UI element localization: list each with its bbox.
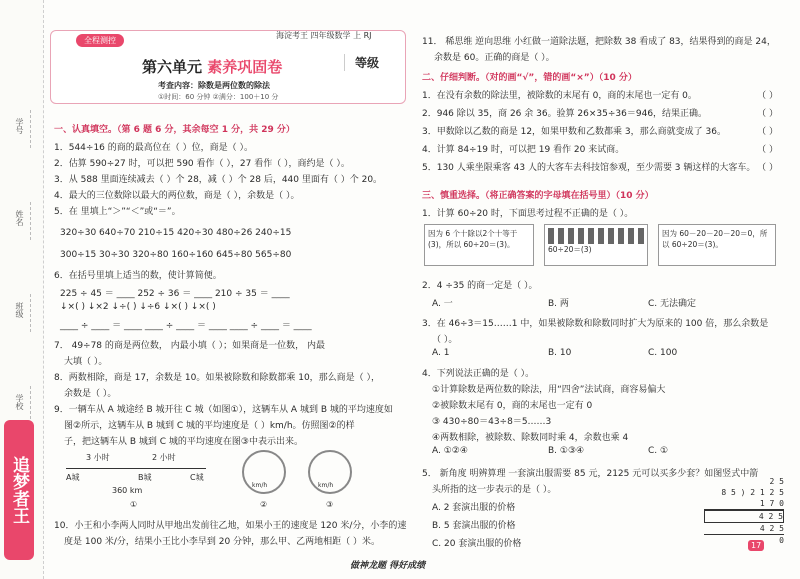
choice-4: 4．下列说法正确的是（ ）。 bbox=[422, 369, 535, 379]
question-10-cont: 度是 100 米/分，结果小王比小李早到 20 分钟，那么甲、乙两地相距（ ）米。 bbox=[64, 537, 380, 547]
title-unit: 第六单元 bbox=[142, 58, 203, 76]
blank-name bbox=[30, 202, 32, 240]
question-7: 7． 49÷78 的商是两位数， 内最小填（ ）；如果商是一位数， 内最 bbox=[54, 341, 325, 351]
choice-4-stmt-3: ③ 430÷80＝43÷8＝5……3 bbox=[432, 417, 552, 427]
long-division bbox=[704, 476, 784, 546]
choice-5-a: A. 2 套演出服的价格 bbox=[432, 503, 516, 513]
choice-2: 2．4 ÷35 的商一定是（ ）。 bbox=[422, 281, 538, 291]
choice-5: 5． 新角度 明辨算理 一套演出服需要 85 元，2125 元可以买多少套？如图竖式中箭 bbox=[422, 469, 759, 479]
route-time-bc: 2 小时 bbox=[152, 453, 176, 462]
question-2: 2．估算 590÷27 时，可以把 590 看作（ ），27 看作（ ），商约是（ ）。 bbox=[54, 159, 350, 169]
calc-dividend: 8 5 ) 2 1 2 5 bbox=[721, 488, 784, 497]
section-choice: 三、慎重选择。（将正确答案的字母填在括号里）（10 分） bbox=[422, 191, 654, 201]
choice-1-option-a: 因为 6 个十除以2个十等于(3)，所以 60÷20＝(3)。 bbox=[424, 224, 534, 266]
left-column bbox=[46, 4, 408, 574]
question-8-cont: 余数是（ ）。 bbox=[64, 389, 117, 399]
choice-4-a: A. ①②④ bbox=[432, 446, 468, 456]
label-school: 学校 bbox=[15, 394, 24, 410]
choice-3-cont: （ ）。 bbox=[432, 335, 458, 345]
blank-student-id bbox=[30, 110, 32, 148]
question-11: 11． 稀思维 逆向思维 小红做一道除法题，把除数 38 看成了 83，结果得到的商是 24， bbox=[422, 37, 776, 47]
choice-4-stmt-1: ①计算除数是两位数的除法，用“四舍”法试商，商容易偏大 bbox=[432, 385, 666, 395]
blank-class bbox=[30, 294, 32, 332]
calc-quotient: 2 5 bbox=[769, 477, 784, 486]
calc-remainder: 0 bbox=[779, 536, 784, 545]
footer-slogan: 做神龙题 得好成绩 bbox=[350, 561, 426, 571]
question-10: 10．小王和小李两人同时从甲地出发前往乙地，如果小王的速度是 120 米/分，小李的速 bbox=[54, 521, 407, 531]
page-number: 17 bbox=[748, 540, 764, 551]
question-6-row-1: 225 ÷ 45 ＝ ____ 252 ÷ 36 ＝ ____ 210 ÷ 35 ＝ ____ bbox=[60, 289, 290, 299]
question-5-row-2: 300÷15 30÷30 320÷80 160÷160 645÷80 565÷80 bbox=[60, 250, 292, 260]
judge-4-answer: （ ） bbox=[757, 145, 778, 155]
choice-2-b: B. 两 bbox=[548, 299, 569, 309]
question-6: 6．在括号里填上适当的数，使计算简便。 bbox=[54, 271, 222, 281]
section-judge: 二、仔细判断。（对的画“√”，错的画“×”）（10 分） bbox=[422, 73, 637, 83]
gauge-2-unit: km/h bbox=[252, 482, 268, 489]
route-diagram bbox=[66, 450, 216, 510]
exam-meta: ①时间：60 分钟 ②满分：100＋10 分 bbox=[158, 93, 279, 101]
city-b: B城 bbox=[138, 473, 152, 482]
gauge-3-unit: km/h bbox=[318, 482, 334, 489]
choice-5-c: C. 20 套演出服的价格 bbox=[432, 539, 522, 549]
question-9-cont-1: 图②所示，这辆车从 B 城到 C 城的平均速度是（ ）km/h。仿照图②的样 bbox=[64, 421, 355, 431]
city-a: A城 bbox=[66, 473, 80, 482]
question-7-cont: 大填（ ）。 bbox=[64, 357, 108, 367]
title-name: 素养巩固卷 bbox=[207, 58, 283, 76]
judge-1: 1．在没有余数的除法里，被除数的末尾有 0，商的末尾也一定有 0。 bbox=[422, 91, 697, 101]
judge-5: 5．130 人乘坐限乘客 43 人的大客车去科技馆参观，至少需要 3 辆这样的大客车。 bbox=[422, 163, 756, 173]
blank-school bbox=[30, 386, 32, 424]
question-9-cont-2: 子，把这辆车从 B 城到 C 城的平均速度在图③中表示出来。 bbox=[64, 437, 303, 447]
question-11-cont: 余数是 60。正确的商是（ ）。 bbox=[434, 53, 555, 63]
figure-3-label: ③ bbox=[326, 500, 334, 509]
choice-2-c: C. 无法确定 bbox=[648, 299, 697, 309]
choice-3-a: A. 1 bbox=[432, 348, 450, 358]
question-5-row-1: 320÷30 640÷70 210÷15 420÷30 480÷26 240÷15 bbox=[60, 228, 292, 238]
choice-1-option-c: 因为 60－20－20－20＝0，所以 60÷20＝(3)。 bbox=[658, 224, 776, 266]
route-line bbox=[66, 468, 206, 469]
judge-5-answer: （ ） bbox=[757, 163, 778, 173]
book-info: 海淀考王 四年级数学 上 RJ bbox=[276, 31, 372, 40]
route-time-ab: 3 小时 bbox=[86, 453, 110, 462]
choice-4-b: B. ①③④ bbox=[548, 446, 585, 456]
page-title bbox=[142, 56, 282, 77]
choice-4-stmt-4: ④两数相除，被除数、除数同时乘 4，余数也乘 4 bbox=[432, 433, 629, 443]
right-column bbox=[418, 4, 796, 574]
label-class: 班级 bbox=[15, 302, 24, 318]
question-9: 9．一辆车从 A 城途经 B 城开往 C 城（如图①），这辆车从 A 城到 B 城的平均速度如 bbox=[54, 405, 393, 415]
question-1: 1．544÷16 的商的最高位在（ ）位，商是（ ）。 bbox=[54, 143, 253, 153]
judge-3: 3．甲数除以乙数的商是 12，如果甲数和乙数都乘 3，那么商就变成了 36。 bbox=[422, 127, 726, 137]
choice-3-b: B. 10 bbox=[548, 348, 572, 358]
choice-4-stmt-2: ②被除数末尾有 0，商的末尾也一定有 0 bbox=[432, 401, 593, 411]
question-4: 4．最大的三位数除以最大的两位数，商是（ ），余数是（ ）。 bbox=[54, 191, 300, 201]
figure-2-label: ② bbox=[260, 500, 268, 509]
judge-4: 4．计算 84÷19 时，可以把 19 看作 20 来试商。 bbox=[422, 145, 625, 155]
header-tag: 全程测控 bbox=[76, 34, 124, 47]
choice-4-c: C. ① bbox=[648, 446, 669, 456]
choice-1-option-b-text: 60÷20＝(3) bbox=[548, 245, 592, 254]
label-name: 姓名 bbox=[15, 210, 24, 226]
choice-3-c: C. 100 bbox=[648, 348, 678, 358]
binding-margin bbox=[0, 0, 44, 579]
choice-5-cont: 头所指的这一步表示的是（ ）。 bbox=[432, 485, 557, 495]
section-fill-blank: 一、认真填空。（第 6 题 6 分，其余每空 1 分，共 29 分） bbox=[54, 125, 295, 135]
label-student-id: 学号 bbox=[15, 118, 24, 134]
calc-step-3: 4 2 5 bbox=[704, 523, 784, 535]
question-6-row-2: ↓×( ) ↓×2 ↓÷( ) ↓÷6 ↓×( ) ↓×( ) bbox=[60, 302, 216, 312]
question-6-row-3: ____ ÷ ____ ＝ ____ ____ ÷ ____ ＝ ____ ____ ÷ ____ ＝ ____ bbox=[60, 321, 312, 331]
exam-scope: 考查内容：除数是两位数的除法 bbox=[158, 81, 270, 90]
judge-2: 2．946 除以 35，商 26 余 36。验算 26×35÷36＝946，结果正确。 bbox=[422, 109, 708, 119]
judge-1-answer: （ ） bbox=[757, 91, 778, 101]
city-c: C城 bbox=[190, 473, 204, 482]
judge-3-answer: （ ） bbox=[757, 127, 778, 137]
choice-1: 1．计算 60÷20 时，下面思考过程不正确的是（ ）。 bbox=[422, 209, 634, 219]
tens-bundles-icon bbox=[548, 228, 644, 244]
choice-1-option-b bbox=[544, 224, 648, 266]
route-distance: 360 km bbox=[112, 486, 143, 495]
choice-3: 3．在 46÷3＝15……1 中，如果被除数和除数同时扩大为原来的 100 倍，那么余数是 bbox=[422, 319, 769, 329]
question-5: 5．在 里填上“＞”“＜”或“＝”。 bbox=[54, 207, 181, 217]
judge-2-answer: （ ） bbox=[757, 109, 778, 119]
figure-1-label: ① bbox=[130, 500, 138, 509]
choice-2-a: A. 一 bbox=[432, 299, 453, 309]
grade-label: 等级 bbox=[344, 54, 379, 71]
question-8: 8．两数相除，商是 17，余数是 10。如果被除数和除数都乘 10，那么商是（ ）， bbox=[54, 373, 381, 383]
brand-logo: 追梦者王 bbox=[4, 420, 34, 560]
calc-step-1: 1 7 0 bbox=[704, 498, 784, 510]
choice-5-b: B. 5 套演出服的价格 bbox=[432, 521, 516, 531]
calc-step-2: 4 2 5 bbox=[704, 510, 784, 523]
question-3: 3．从 588 里面连续减去（ ）个 28，减（ ）个 28 后，440 里面有（ ）个 20。 bbox=[54, 175, 383, 185]
